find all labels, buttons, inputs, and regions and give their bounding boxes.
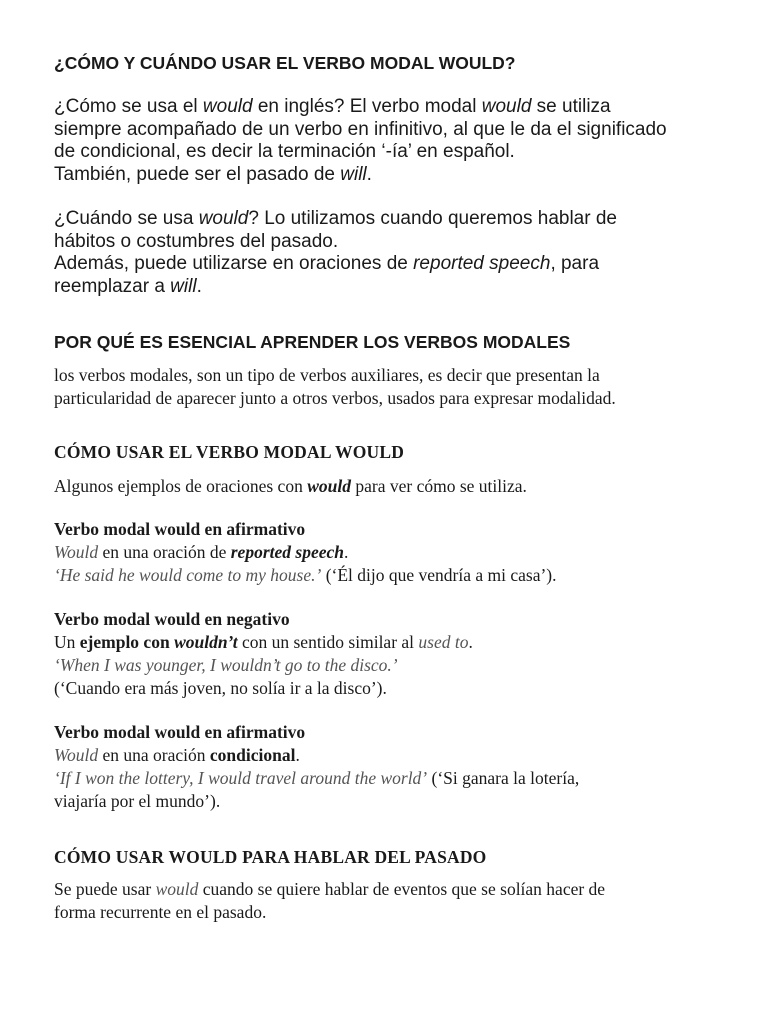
usage-line-4: reemplazar a will. [54, 275, 202, 297]
example-section-negative [54, 608, 744, 700]
usage-line-2: hábitos o costumbres del pasado. [54, 230, 339, 252]
usage-line-1: ¿Cuándo se usa would? Lo utilizamos cuando queremos hablar de [54, 208, 617, 229]
example-line: Would en una oración de reported speech. [54, 542, 349, 562]
past-usage-line-1: Se puede usar would cuando se quiere hablar de eventos que se solían hacer de [54, 879, 606, 899]
examples-intro: Algunos ejemplos de oraciones con would para ver cómo se utiliza. [54, 476, 527, 496]
intro-line-3: de condicional, es decir la terminación ‘-ía’ en español. [54, 141, 515, 162]
how-to-use-heading: CÓMO USAR EL VERBO MODAL WOULD [54, 442, 405, 462]
example-line: Would en una oración condicional. [54, 745, 300, 765]
intro-paragraph [54, 96, 744, 186]
example-sentence: ‘He said he would come to my house.’ (‘Él dijo que vendría a mi casa’). [54, 565, 557, 585]
main-heading: ¿CÓMO Y CUÁNDO USAR EL VERBO MODAL WOULD? [54, 53, 516, 73]
example-section-affirmative [54, 518, 744, 587]
past-usage-heading: CÓMO USAR WOULD PARA HABLAR DEL PASADO [54, 847, 487, 867]
past-usage-line-2: forma recurrente en el pasado. [54, 902, 267, 922]
section-title: Verbo modal would en negativo [54, 609, 290, 629]
usage-paragraph [54, 208, 744, 298]
intro-line-4: También, puede ser el pasado de will. [54, 163, 372, 185]
intro-line-2: siempre acompañado de un verbo en infinitivo, al que le da el significado [54, 118, 667, 140]
past-usage-paragraph [54, 878, 744, 924]
example-section-conditional [54, 721, 744, 813]
example-translation: (‘Cuando era más joven, no solía ir a la disco’). [54, 678, 387, 698]
example-sentence: ‘When I was younger, I wouldn’t go to the disco.’ [54, 655, 398, 675]
section-title: Verbo modal would en afirmativo [54, 722, 306, 742]
example-line: Un ejemplo con wouldn’t con un sentido similar al used to. [54, 632, 473, 652]
modal-verbs-paragraph [54, 364, 744, 410]
usage-line-3: Además, puede utilizarse en oraciones de reported speech, para [54, 253, 600, 274]
example-sentence: ‘If I won the lottery, I would travel around the world’ (‘Si ganara la lotería, [54, 768, 580, 788]
intro-line-1: ¿Cómo se usa el would en inglés? El verbo modal would se utiliza [54, 96, 611, 117]
modal-verbs-line-2: particularidad de aparecer junto a otros verbos, usados para expresar modalidad. [54, 388, 616, 408]
example-translation: viajaría por el mundo’). [54, 791, 221, 811]
modal-verbs-heading: POR QUÉ ES ESENCIAL APRENDER LOS VERBOS MODALES [54, 332, 571, 352]
modal-verbs-line-1: los verbos modales, son un tipo de verbos auxiliares, es decir que presentan la [54, 365, 600, 385]
section-title: Verbo modal would en afirmativo [54, 519, 306, 539]
